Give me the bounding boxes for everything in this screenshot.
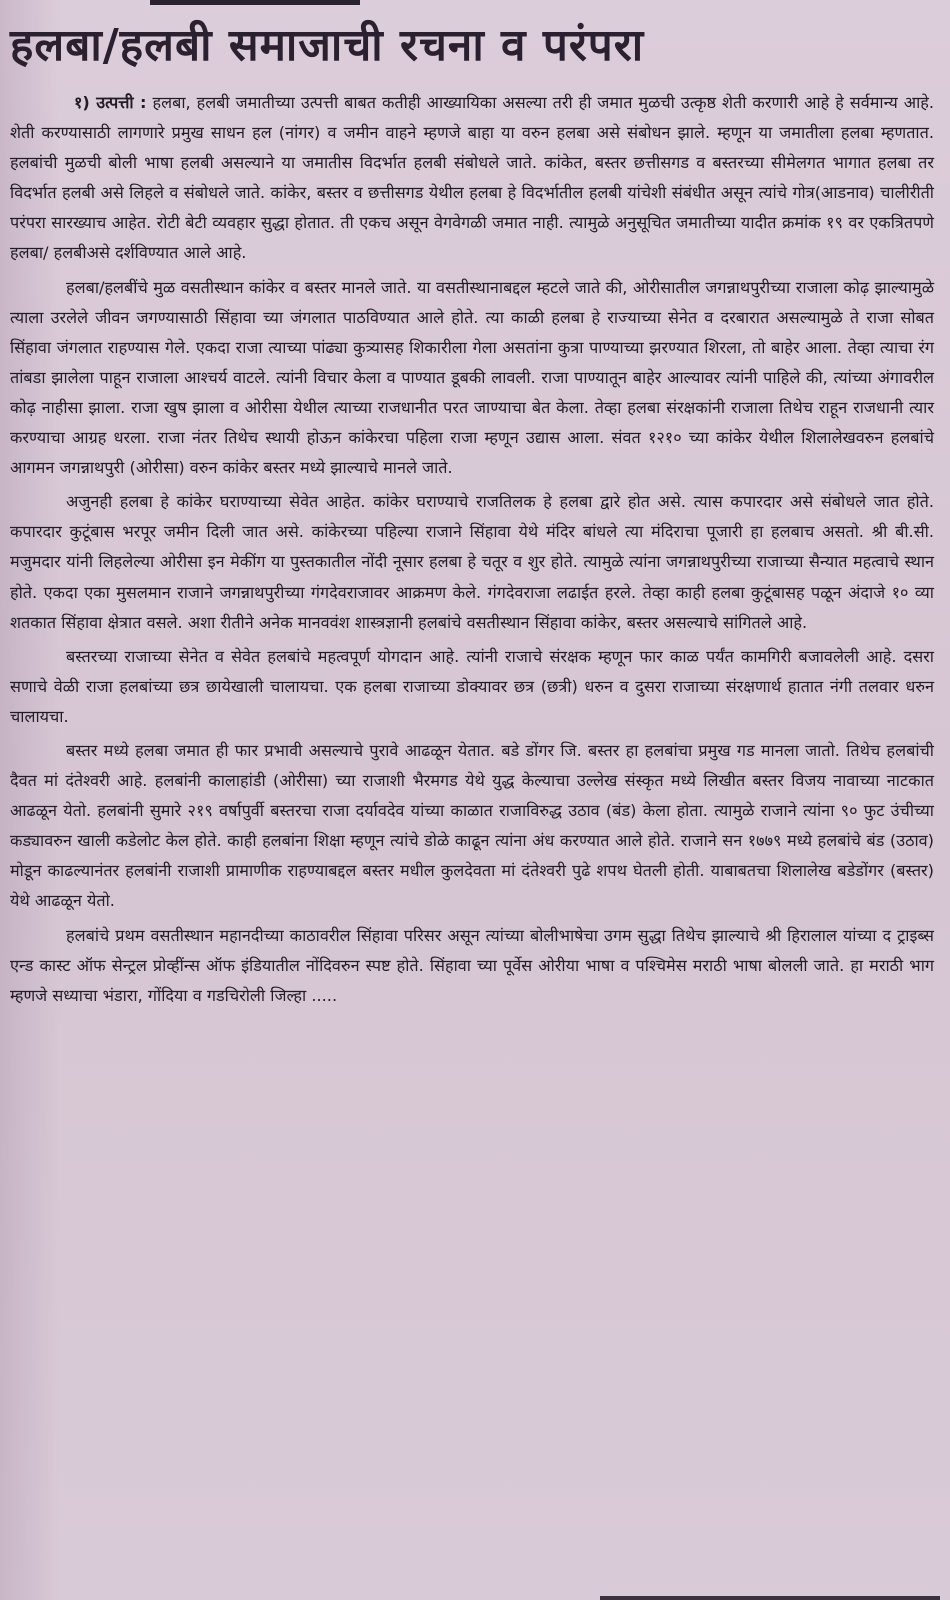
paragraph: अजुनही हलबा हे कांकेर घराण्याच्या सेवेत आहेत. कांकेर घराण्याचे राजतिलक हे हलबा द्वारे होत असे. त्यास कपारदार असे संबोधले जात होते. कपारदार कुटूंबास भरपूर जमीन दिली जात असे. कांकेरच्या पहिल्या राजाने सिंहावा येथे मंदिर बांधले त्या मंदिराचा पूजारी हा हलबाच असतो. श्री बी.सी. मजुमदार यांनी लिहलेल्या ओरीसा इन मेकींग या पुस्तकातील नोंदी नूसार हलबा हे चतूर व शुर होते. त्यामुळे त्यांना जगन्नाथपुरीच्या राजाच्या सैन्यात महत्वाचे स्थान होते. एकदा एका मुसलमान राजाने जगन्नाथपुरीच्या गंगदेवराजावर आक्रमण केले. गंगदेवराजा लढाईत हरले. तेव्हा काही हलबा कुटूंबासह पळून अंदाजे १० व्या शतकात सिंहावा क्षेत्रात वसले. अशा रीतीने अनेक मानववंश शास्त्रज्ञानी हलबांचे वसतीस्थान सिंहावा कांकेर, बस्तर असल्याचे सांगितले आहे. bbox=[10, 492, 934, 632]
article-body bbox=[10, 88, 934, 1011]
paragraph: बस्तरच्या राजाच्या सेनेत व सेवेत हलबांचे महत्वपूर्ण योगदान आहे. त्यांनी राजाचे संरक्षक म्हणून फार काळ पर्यंत कामगिरी बजावलेली आहे. दसरा सणाचे वेळी राजा हलबांच्या छत्र छायेखाली चालायचा. एक हलबा राजाच्या डोक्यावर छत्र (छत्री) धरुन व दुसरा राजाच्या संरक्षणार्थ हातात नंगी तलवार धरुन चालायचा. bbox=[10, 646, 934, 726]
paragraph-origin bbox=[10, 88, 934, 269]
article-title: हलबा/हलबी समाजाची रचना व परंपरा bbox=[10, 20, 645, 71]
paragraph: हलबांचे प्रथम वसतीस्थान महानदीच्या काठावरील सिंहावा परिसर असून त्यांच्या बोलीभाषेचा उगम सुद्धा तिथेच झाल्याचे श्री हिरालाल यांच्या द ट्राइब्स एन्ड कास्ट ऑफ सेन्ट्रल प्रोव्हींन्स ऑफ इंडियातील नोंदिवरुन स्पष्ट होते. सिंहावा च्या पूर्वेस ओरीया भाषा व पश्चिमेस मराठी भाषा बोलली जाते. हा मराठी भाग म्हणजे सध्याचा भंडारा, गोंदिया व गडचिरोली जिल्हा ..... bbox=[10, 925, 934, 1005]
paragraph-text: हलबा, हलबी जमातीच्या उत्पत्ती बाबत कतीही आख्यायिका असल्या तरी ही जमात मुळची उत्कृष्ठ शेती करणारी आहे हे सर्वमान्य आहे. शेती करण्यासाठी लागणारे प्रमुख साधन हल (नांगर) व जमीन वाहने म्हणजे बाहा या वरुन हलबा असे संबोधन झाले. म्हणून या जमातीला हलबा म्हणतात. हलबांची मुळची बोली भाषा हलबी असल्याने या जमातीस विदर्भात हलबी संबोधले जाते. कांकेत, बस्तर छत्तीसगड व बस्तरच्या सीमेलगत भागात हलबा तर विदर्भात हलबी असे लिहले व संबोधले जाते. कांकेर, बस्तर व छत्तीसगड येथील हलबा हे विदर्भातील हलबी यांचेशी संबंधीत असून त्यांचे गोत्र(आडनाव) चालीरीती परंपरा सारख्याच आहेत. रोटी बेटी व्यवहार सुद्धा होतात. ती एकच असून वेगवेगळी जमात नाही. त्यामुळे अनुसूचित जमातीच्या यादीत क्रमांक १९ वर एकत्रितपणे हलबा/ हलबीअसे दर्शविण्यात आले आहे. bbox=[10, 93, 934, 263]
bottom-divider bbox=[600, 1596, 940, 1600]
paragraph: बस्तर मध्ये हलबा जमात ही फार प्रभावी असल्याचे पुरावे आढळून येतात. बडे डोंगर जि. बस्तर हा हलबांचा प्रमुख गड मानला जातो. तिथेच हलबांची दैवत मां दंतेश्वरी आहे. हलबांनी कालाहांडी (ओरीसा) च्या राजाशी भैरमगड येथे युद्ध केल्याचा उल्लेख संस्कृत मध्ये लिखीत बस्तर विजय नावाच्या नाटकात आढळून येतो. हलबांनी सुमारे २१९ वर्षापुर्वी बस्तरचा राजा दर्यावदेव यांच्या काळात राजाविरुद्ध उठाव (बंड) केला होता. त्यामुळे राजाने त्यांना ९० फुट उंचीच्या कड्यावरुन खाली कडेलोट केल होते. काही हलबांना शिक्षा म्हणून त्यांचे डोळे काढून त्यांना अंध करण्यात आले होते. राजाने सन १७७९ मध्ये हलबांचे बंड (उठाव) मोडून काढल्यानंतर हलबांनी राजाशी प्रामाणीक राहण्याबद्दल बस्तर मधील कुलदेवता मां दंतेश्वरी पुढे शपथ घेतली होती. याबाबतचा शिलालेख बडेडोंगर (बस्तर) येथे आढळून येतो. bbox=[10, 740, 934, 911]
section-label: १) उत्पत्ती : bbox=[74, 93, 147, 112]
top-divider bbox=[150, 0, 360, 5]
paragraph: हलबा/हलबींचे मुळ वसतीस्थान कांकेर व बस्तर मानले जाते. या वसतीस्थानाबद्दल म्हटले जाते की, ओरीसातील जगन्नाथपुरीच्या राजाला कोढ़ झाल्यामुळे त्याला उरलेले जीवन जगण्यासाठी सिंहावा च्या जंगलात पाठविण्यात आले होते. त्या काळी हलबा हे राज्याच्या सेनेत व दरबारात असल्यामुळे ते राजा सोबत सिंहावा जंगलात राहण्यास गेले. एकदा राजा त्याच्या पांढ्या कुत्र्यासह शिकारीला गेला असतांना कुत्रा पाण्याच्या झरण्यात शिरला, तो बाहेर आला. तेव्हा त्याचा रंग तांबडा झालेला पाहून राजाला आश्चर्य वाटले. त्यांनी विचार केला व पाण्यात डूबकी लावली. राजा पाण्यातून बाहेर आल्यावर त्यांनी पाहिले की, त्यांच्या अंगावरील कोढ़ नाहीसा झाला. राजा खुष झाला व ओरीसा येथील त्याच्या राजधानीत परत जाण्याचा बेत केला. तेव्हा हलबा संरक्षकांनी राजाला तिथेच राहून राजधानी त्यार करण्याचा आग्रह धरला. राजा नंतर तिथेच स्थायी होऊन कांकेरचा पहिला राजा म्हणून उद्यास आला. संवत १२१० च्या कांकेर येथील शिलालेखवरुन हलबांचे आगमन जगन्नाथपुरी (ओरीसा) वरुन कांकेर बस्तर मध्ये झाल्याचे मानले जाते. bbox=[10, 277, 934, 478]
